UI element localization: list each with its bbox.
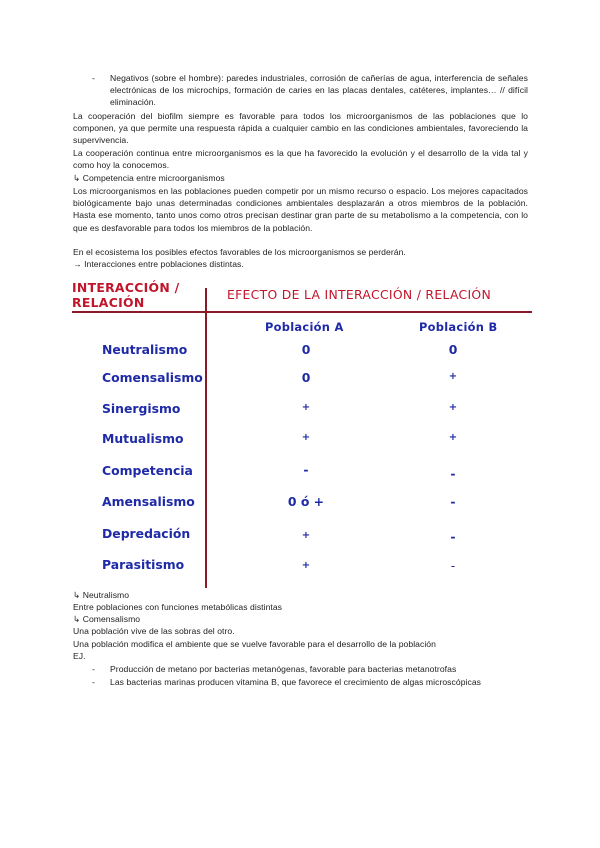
column-header-poblacion-a: Población A xyxy=(265,320,344,334)
cell-poblacion-a: + xyxy=(301,402,311,413)
column-header-poblacion-b: Población B xyxy=(419,320,498,334)
paragraph-cooperacion-continua: La cooperación continua entre microorganismos es la que ha favorecido la evolución y el desarrollo de la vida tal y como hoy la conocemos. xyxy=(73,148,528,171)
row-name: Neutralismo xyxy=(102,342,188,357)
bullet-vitamina-b: Las bacterias marinas producen vitamina B, que favorece el crecimiento de algas microscópicas xyxy=(110,677,482,687)
cell-poblacion-b: + xyxy=(448,432,458,443)
heading-interacciones: → Interacciones entre poblaciones distintas. xyxy=(73,259,244,269)
cell-poblacion-a: 0 xyxy=(301,370,311,385)
bullet-negativos: Negativos (sobre el hombre): paredes industriales, corrosión de cañerías de agua, interferencia de señales electrónicas de los microchips, formación de caries en las placas dentales, catéteres, implantes… // difícil eliminación. xyxy=(110,73,528,108)
cell-poblacion-a: + xyxy=(301,560,311,571)
cell-poblacion-b: + xyxy=(448,371,458,382)
heading-competencia: ↳ Competencia entre microorganismos xyxy=(73,173,225,183)
paragraph-cooperacion-biofilm: La cooperación del biofilm siempre es favorable para todos los microorganismos de las poblaciones que lo componen, ya que permite una respuesta rápida a cualquier cambio en las condiciones ambientales, favoreciendo la supervivencia. xyxy=(73,111,528,146)
heading-comensalismo: ↳ Comensalismo xyxy=(73,614,141,624)
bullet-metano: Producción de metano por bacterias metanógenas, favorable para bacterias metanotrofas xyxy=(110,664,457,674)
interaction-table xyxy=(72,280,532,590)
bullet-dash: - xyxy=(92,73,95,83)
table-horizontal-rule xyxy=(72,311,532,313)
cell-poblacion-b: 0 xyxy=(448,342,458,357)
cell-poblacion-a: - xyxy=(303,462,309,477)
paragraph-comensalismo: Una población vive de las sobras del otro. xyxy=(73,626,235,636)
cell-poblacion-b: - xyxy=(450,529,456,544)
row-name: Comensalismo xyxy=(102,370,203,385)
paragraph-ej: EJ. xyxy=(73,651,86,661)
bullet-dash: - xyxy=(92,677,95,687)
row-name: Sinergismo xyxy=(102,401,181,416)
heading-neutralismo: ↳ Neutralismo xyxy=(73,590,130,600)
paragraph-modifica-ambiente: Una población modifica el ambiente que se vuelve favorable para el desarrollo de la población xyxy=(73,639,436,649)
paragraph-neutralismo: Entre poblaciones con funciones metabólicas distintas xyxy=(73,602,283,612)
paragraph-ecosistema: En el ecosistema los posibles efectos favorables de los microorganismos se perderán. xyxy=(73,247,406,257)
row-name: Parasitismo xyxy=(102,557,185,572)
row-name: Competencia xyxy=(102,463,193,478)
cell-poblacion-b: + xyxy=(448,402,458,413)
table-header-efecto: EFECTO DE LA INTERACCIÓN / RELACIÓN xyxy=(227,287,492,302)
cell-poblacion-b: - xyxy=(450,466,456,481)
cell-poblacion-b: - xyxy=(450,558,456,573)
cell-poblacion-a: + xyxy=(301,432,311,443)
table-header-relacion: RELACIÓN xyxy=(72,295,145,310)
cell-poblacion-a: + xyxy=(301,530,311,541)
paragraph-competencia: Los microorganismos en las poblaciones pueden competir por un mismo recurso o espacio. Los mejores capacitados biológicamente bajo unas determinadas condiciones ambientales desplazarán a otros miembros de la población. Hasta ese momento, tanto unos como otros precisan destinar gran parte de su metabolismo a la competencia, con lo que es desfavorable para todos los miembros de la población. xyxy=(73,186,528,233)
row-name: Depredación xyxy=(102,526,191,541)
cell-poblacion-b: - xyxy=(450,494,456,509)
table-vertical-rule xyxy=(205,288,207,588)
bullet-dash: - xyxy=(92,664,95,674)
row-name: Mutualismo xyxy=(102,431,184,446)
cell-poblacion-a: 0 xyxy=(301,342,311,357)
table-header-interaccion: INTERACCIÓN / xyxy=(72,280,180,295)
row-name: Amensalismo xyxy=(102,494,195,509)
cell-poblacion-a: 0 ó + xyxy=(287,494,325,509)
